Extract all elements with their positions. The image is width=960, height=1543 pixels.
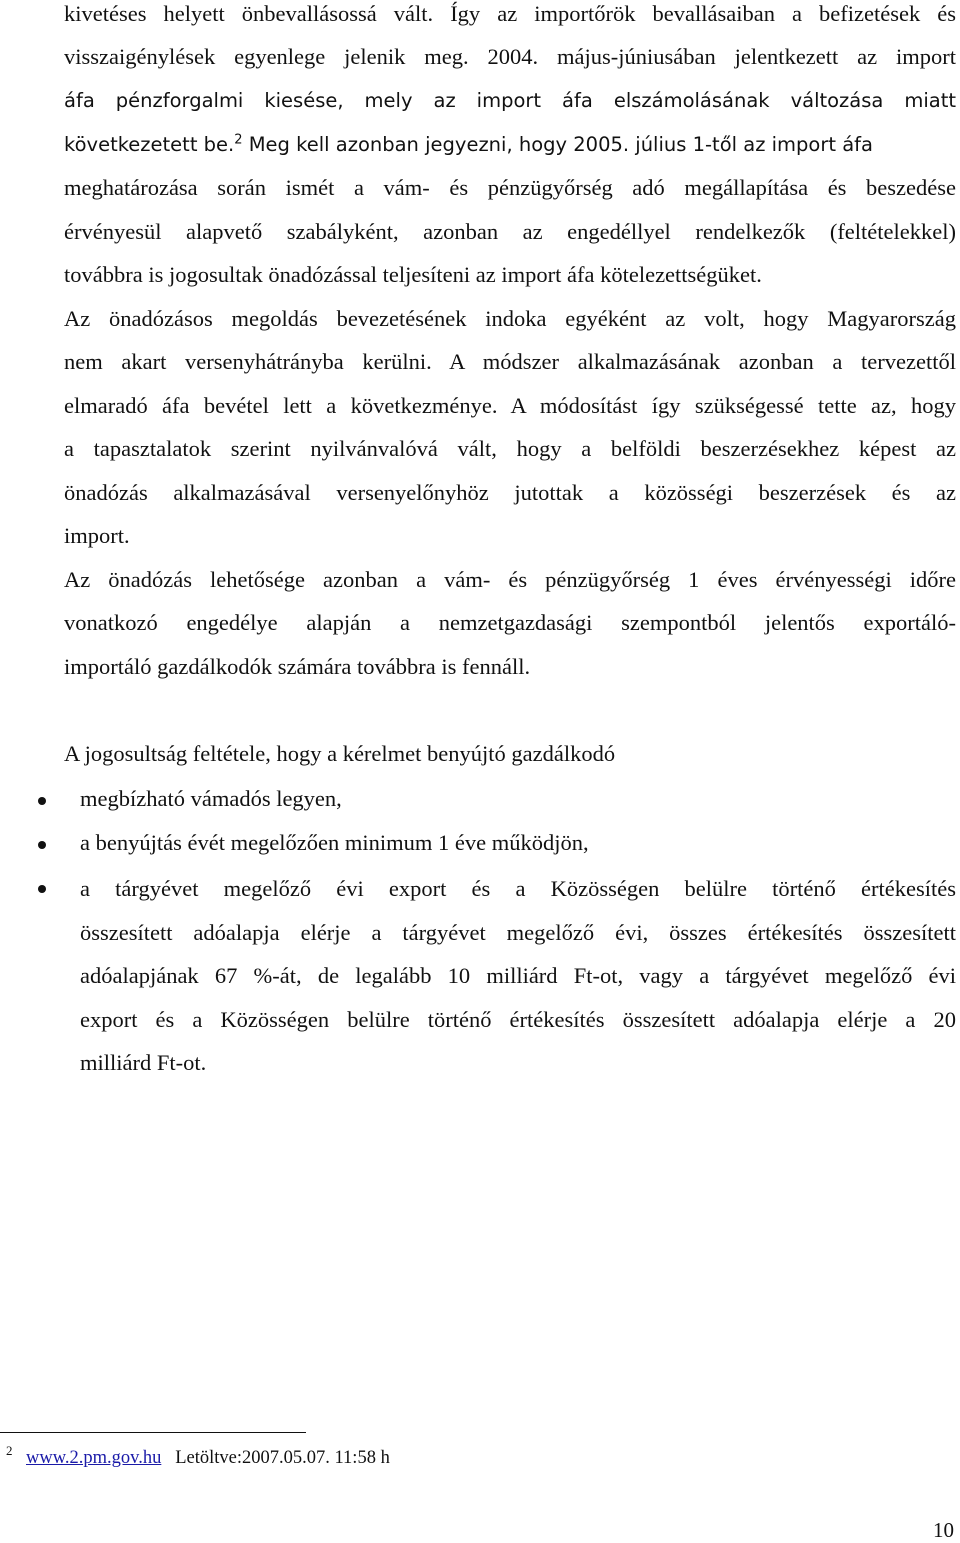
page-number: 10 — [933, 1518, 954, 1542]
bullet-3 — [38, 885, 46, 893]
list-item-3-line-5: milliárd Ft-ot. — [80, 1050, 207, 1075]
bullet-1 — [38, 797, 46, 805]
paragraph-1-line-4-end: Meg kell azonban jegyezni, hogy 2005. július 1-től az import áfa — [242, 133, 873, 156]
list-item-3-line-4: export és a Közösségen belülre történő értékesítés összesített adóalapja elérje a 20 — [80, 1007, 956, 1032]
list-intro: A jogosultság feltétele, hogy a kérelmet benyújtó gazdálkodó — [64, 741, 616, 766]
paragraph-2-line-1: Az önadózásos megoldás bevezetésének indoka egyéként az volt, hogy Magyarország — [64, 306, 956, 331]
paragraph-3-line-1: Az önadózás lehetősége azonban a vám- és pénzügyőrség 1 éves érvényességi időre — [64, 567, 956, 592]
paragraph-1-line-5: meghatározása során ismét a vám- és pénzügyőrség adó megállapítása és beszedése — [64, 175, 956, 200]
paragraph-2-line-6: import. — [64, 523, 130, 548]
list-item-3-line-2: összesített adóalapja elérje a tárgyévet megelőző évi, összes értékesítés összesített — [80, 920, 956, 945]
paragraph-1-line-1: kivetéses helyett önbevallásossá vált. Így az importőrök bevallásaiban a befizetések és — [64, 1, 956, 26]
paragraph-3-line-2: vonatkozó engedélye alapján a nemzetgazdasági szempontból jelentős exportáló- — [64, 610, 956, 635]
paragraph-2-line-4: a tapasztalatok szerint nyilvánvalóvá vált, hogy a belföldi beszerzésekhez képest az — [64, 436, 956, 461]
footnote-reference: 2 — [234, 132, 243, 148]
footnote-link[interactable]: www.2.pm.gov.hu — [26, 1448, 162, 1468]
paragraph-1-line-4-start: következetett be. — [64, 133, 235, 156]
bullet-2 — [38, 841, 46, 849]
footnote — [26, 1445, 390, 1471]
footnote-number: 2 — [6, 1443, 13, 1458]
list-item-3-line-1: a tárgyévet megelőző évi export és a Közösségen belülre történő értékesítés — [80, 876, 956, 901]
paragraph-2-line-5: önadózás alkalmazásával versenyelőnyhöz jutottak a közösségi beszerzések és az — [64, 480, 956, 505]
footnote-text: Letöltve:2007.05.07. 11:58 h — [175, 1448, 390, 1468]
paragraph-2-line-2: nem akart versenyhátrányba kerülni. A módszer alkalmazásának azonban a tervezettől — [64, 349, 956, 374]
footnote-separator — [0, 1432, 306, 1433]
paragraph-1-line-4 — [64, 130, 956, 160]
paragraph-1-line-3: áfa pénzforgalmi kiesése, mely az import áfa elszámolásának változása miatt — [64, 89, 956, 112]
list-item-1: megbízható vámadós legyen, — [80, 786, 342, 811]
list-item-3-line-3: adóalapjának 67 %-át, de legalább 10 milliárd Ft-ot, vagy a tárgyévet megelőző évi — [80, 963, 956, 988]
paragraph-1-line-7: továbbra is jogosultak önadózással teljesíteni az import áfa kötelezettségüket. — [64, 262, 762, 287]
paragraph-1-line-2: visszaigénylések egyenlege jelenik meg. 2004. május-júniusában jelentkezett az import — [64, 44, 956, 69]
paragraph-1-line-6: érvényesül alapvető szabályként, azonban az engedéllyel rendelkezők (feltételekkel) — [64, 219, 956, 244]
paragraph-3-line-3: importáló gazdálkodók számára továbbra is fennáll. — [64, 654, 531, 679]
paragraph-2-line-3: elmaradó áfa bevétel lett a következménye. A módosítást így szükségessé tette az, hogy — [64, 393, 956, 418]
list-item-2: a benyújtás évét megelőzően minimum 1 éve működjön, — [80, 830, 589, 855]
